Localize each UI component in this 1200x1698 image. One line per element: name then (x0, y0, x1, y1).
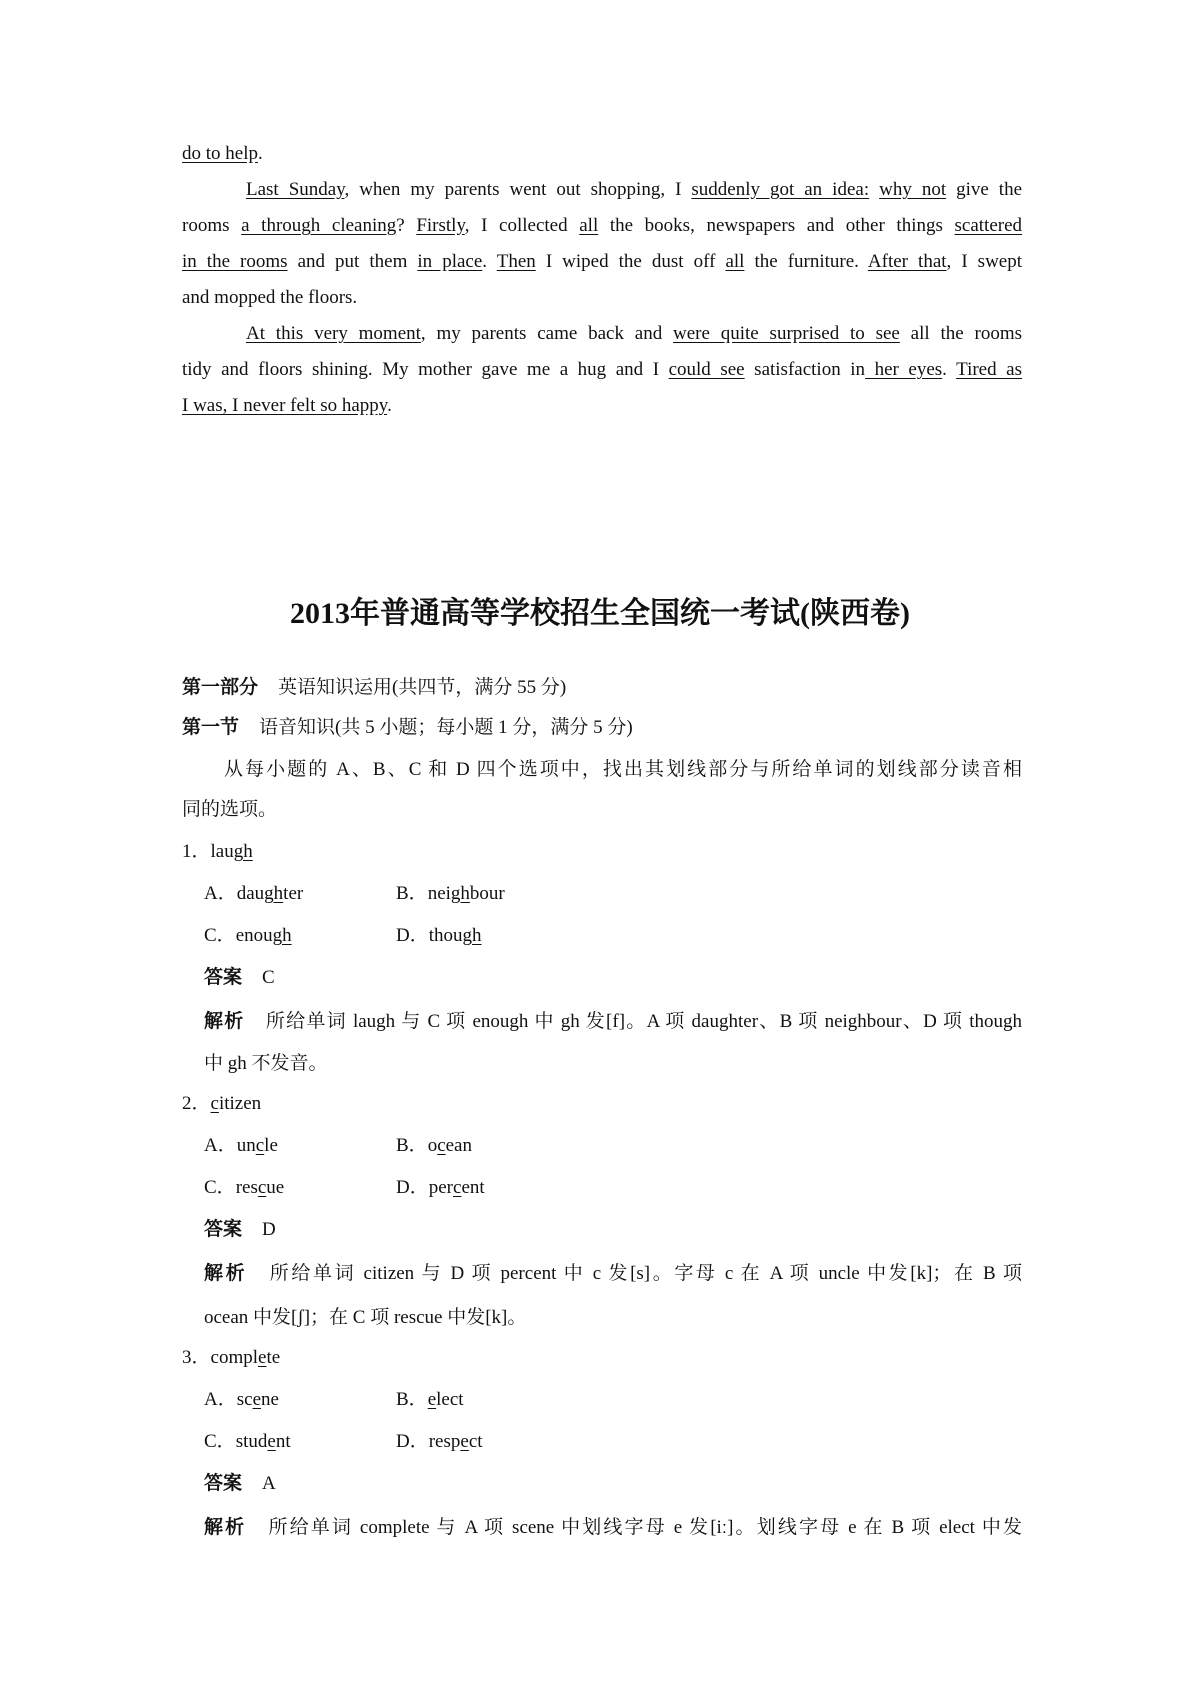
analysis-line-1 (204, 1514, 1022, 1542)
essay-line-3 (182, 248, 1022, 276)
underlined-letters: gh (272, 925, 292, 946)
answer-label: 答案 (204, 1219, 243, 1240)
underlined-letters: e (427, 1389, 437, 1410)
option-label: C． (204, 1177, 236, 1198)
underlined-letters: c (255, 1135, 265, 1156)
underlined-phrase: in place (417, 251, 483, 272)
question-number: 2． (182, 1093, 211, 1114)
answer-line (204, 1216, 276, 1244)
underlined-phrase: a through cleaning (241, 215, 397, 236)
word-text: itizen (218, 1093, 262, 1114)
option-text: sc (236, 1389, 253, 1410)
analysis-text: 所给单词 citizen 与 D 项 percent 中 c 发[s]。字母 c 在 A 项 uncle 中发[k]；在 B 项 (267, 1263, 1022, 1284)
option-b (396, 880, 505, 908)
analysis-label: 解析 (204, 1263, 248, 1284)
analysis-text: 所给单词 complete 与 A 项 scene 中划线字母 e 发[iː]。划线字母 e 在 B 项 elect 中发 (266, 1517, 1022, 1538)
option-text: le (264, 1135, 278, 1156)
underlined-phrase: why not (879, 179, 947, 200)
underlined-letters: gh (264, 883, 284, 904)
option-text: nei (427, 883, 451, 904)
essay-text: ? (396, 215, 417, 236)
underlined-phrase: her eyes (865, 359, 943, 380)
underlined-letters: gh (450, 883, 470, 904)
underlined-letters: gh (233, 841, 253, 862)
option-text: un (236, 1135, 256, 1156)
option-text: ent (461, 1177, 485, 1198)
option-text: nt (275, 1431, 291, 1452)
essay-text: all the rooms (899, 323, 1023, 344)
option-text: res (235, 1177, 258, 1198)
analysis-line-1 (204, 1260, 1022, 1288)
essay-text: give the (946, 179, 1023, 200)
essay-text: , I collected (464, 215, 580, 236)
underlined-phrase: all (725, 251, 745, 272)
analysis-line-2: 中 gh 不发音。 (204, 1053, 328, 1074)
word-text: te (266, 1347, 281, 1368)
underlined-letters: e (460, 1431, 469, 1452)
essay-text: and mopped the floors. (182, 287, 358, 308)
question-number: 1． (182, 841, 211, 862)
part-label: 第一部分 (182, 677, 259, 698)
option-b (396, 1132, 472, 1160)
answer-line (204, 964, 275, 992)
option-a (204, 880, 303, 908)
underlined-phrase: do to help (182, 143, 258, 164)
answer-label: 答案 (204, 967, 243, 988)
option-text: stud (235, 1431, 268, 1452)
option-text: ean (445, 1135, 472, 1156)
analysis-label: 解析 (204, 1011, 245, 1032)
essay-text: the furniture. (744, 251, 868, 272)
option-label: B． (396, 883, 428, 904)
option-text: dau (236, 883, 265, 904)
option-text: enou (235, 925, 273, 946)
option-text: resp (428, 1431, 461, 1452)
word-text: compl (210, 1347, 259, 1368)
option-d (396, 1428, 483, 1456)
option-d (396, 1174, 485, 1202)
underlined-phrase: suddenly got an idea: (691, 179, 870, 200)
word-text: lau (210, 841, 234, 862)
underlined-letters: c (210, 1093, 219, 1114)
option-a (204, 1132, 278, 1160)
essay-line-5 (246, 320, 1022, 348)
essay-text: . (482, 251, 497, 272)
underlined-letters: e (252, 1389, 261, 1410)
answer-value: C (262, 967, 275, 988)
essay-text: satisfaction in (744, 359, 866, 380)
option-text: bour (469, 883, 505, 904)
underlined-letters: c (453, 1177, 462, 1198)
option-text: ct (468, 1431, 483, 1452)
essay-text: , when my parents went out shopping, I (344, 179, 692, 200)
option-label: A． (204, 1389, 237, 1410)
option-d (396, 922, 482, 950)
underlined-letters: c (257, 1177, 267, 1198)
essay-text: . (387, 395, 392, 416)
answer-line (204, 1470, 276, 1498)
underlined-phrase: Tired as (956, 359, 1022, 380)
essay-line-2 (182, 212, 1022, 240)
instructions-line-2: 同的选项。 (182, 799, 278, 820)
section-heading (182, 714, 1022, 742)
underlined-phrase: could see (668, 359, 745, 380)
question-number: 3． (182, 1347, 211, 1368)
essay-text: tidy and floors shining. My mother gave me a hug and I (182, 359, 669, 380)
essay-line-6 (182, 356, 1022, 384)
underlined-letters: e (267, 1431, 276, 1452)
underlined-phrase: Firstly (416, 215, 465, 236)
essay-line-1 (246, 176, 1022, 204)
underlined-phrase: all (579, 215, 599, 236)
option-label: D． (396, 1431, 429, 1452)
part-desc: 英语知识运用(共四节，满分 55 分) (278, 677, 567, 698)
option-label: D． (396, 925, 429, 946)
section-label: 第一节 (182, 717, 240, 738)
option-label: D． (396, 1177, 429, 1198)
analysis-line-2: ocean 中发[ʃ]；在 C 项 rescue 中发[k]。 (204, 1307, 527, 1328)
option-label: A． (204, 1135, 237, 1156)
option-label: A． (204, 883, 237, 904)
option-label: C． (204, 1431, 236, 1452)
question-1 (182, 838, 1022, 866)
essay-text: rooms (182, 215, 242, 236)
question-3 (182, 1344, 1022, 1372)
essay-line-7 (182, 392, 1022, 420)
option-text: per (428, 1177, 453, 1198)
essay-line-0 (182, 140, 1022, 168)
option-text: thou (428, 925, 463, 946)
answer-value: D (262, 1219, 276, 1240)
option-text: o (427, 1135, 438, 1156)
essay-text: , I swept (946, 251, 1022, 272)
underlined-letters: e (258, 1347, 267, 1368)
option-a (204, 1386, 279, 1414)
analysis-text: 所给单词 laugh 与 C 项 enough 中 gh 发[f]。A 项 daughter、B 项 neighbour、D 项 though (264, 1011, 1022, 1032)
essay-line-4 (182, 284, 1022, 312)
analysis-label: 解析 (204, 1517, 247, 1538)
option-text: ne (261, 1389, 279, 1410)
underlined-letters: c (437, 1135, 446, 1156)
option-b (396, 1386, 464, 1414)
option-label: C． (204, 925, 236, 946)
essay-text: I wiped the dust off (535, 251, 726, 272)
option-label: B． (396, 1389, 428, 1410)
option-c (204, 1174, 284, 1202)
exam-title: 2013年普通高等学校招生全国统一考试(陕西卷) (290, 597, 910, 630)
analysis-line-1 (204, 1008, 1022, 1036)
essay-text: the books, newspapers and other things (598, 215, 955, 236)
essay-text: , my parents came back and (420, 323, 674, 344)
essay-text: and put them (287, 251, 418, 272)
answer-label: 答案 (204, 1473, 243, 1494)
essay-text: . (942, 359, 957, 380)
part-heading (182, 674, 1022, 702)
instructions-line-1: 从每小题的 A、B、C 和 D 四个选项中，找出其划线部分与所给单词的划线部分读音相 (224, 759, 1022, 780)
option-text: ue (266, 1177, 285, 1198)
option-text: ter (283, 883, 304, 904)
essay-text: . (258, 143, 263, 164)
underlined-phrase: were quite surprised to see (673, 323, 900, 344)
option-text: lect (436, 1389, 464, 1410)
underlined-letters: gh (462, 925, 482, 946)
underlined-phrase: At this very moment (246, 323, 421, 344)
underlined-phrase: in the rooms (182, 251, 288, 272)
option-c (204, 922, 292, 950)
underlined-phrase: I was, I never felt so happy (182, 395, 388, 416)
underlined-phrase: scattered (954, 215, 1023, 236)
underlined-phrase: Last Sunday (246, 179, 345, 200)
underlined-phrase: Then (496, 251, 536, 272)
option-label: B． (396, 1135, 428, 1156)
answer-value: A (262, 1473, 276, 1494)
essay-text (869, 179, 879, 200)
underlined-phrase: After that (867, 251, 947, 272)
question-2 (182, 1090, 1022, 1118)
option-c (204, 1428, 291, 1456)
section-desc: 语音知识(共 5 小题；每小题 1 分，满分 5 分) (259, 717, 633, 738)
